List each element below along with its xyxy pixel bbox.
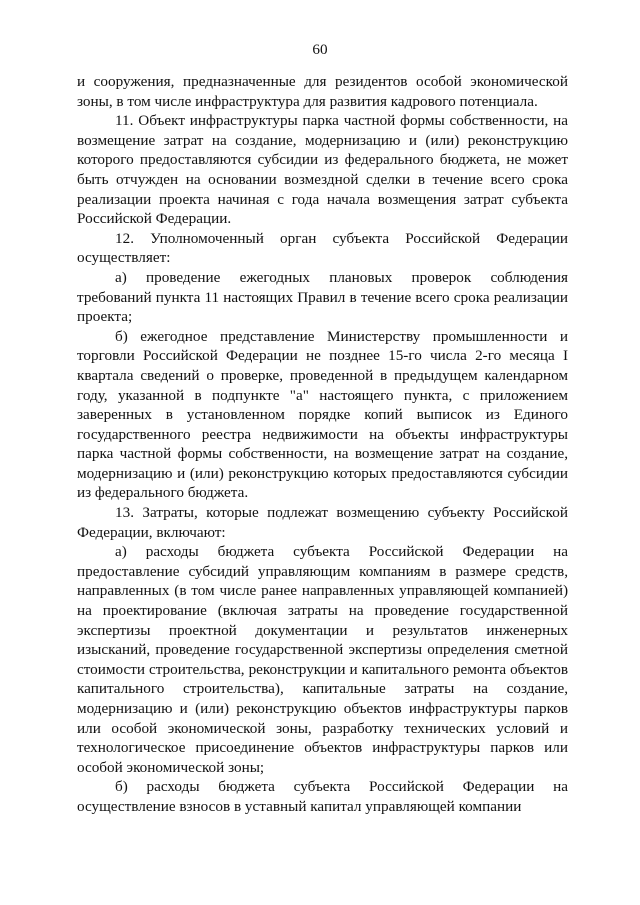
paragraph-item-11: 11. Объект инфраструктуры парка частной формы собственности, на возмещение затрат на создание, модернизацию и (или) реконструкцию которого предоставляются субсидии из федерального бюджета, не может быть отчужден на основании возмездной сделки в течение всего срока реализации проекта начиная с года начала возмещения затрат субъекта Российской Федерации.: [77, 112, 568, 228]
paragraph-item-12a: а) проведение ежегодных плановых проверок соблюдения требований пункта 11 настоящих Правил в течение всего срока реализации проекта;: [77, 268, 568, 326]
paragraph-continuation: и сооружения, предназначенные для резидентов особой экономической зоны, в том числе инфраструктура для развития кадрового потенциала.: [77, 73, 568, 110]
paragraph-item-13a: а) расходы бюджета субъекта Российской Федерации на предоставление субсидий управляющим компаниям в размере средств, направленных (в том числе ранее направленных управляющей компанией) на проектирование (включая затраты на проведение государственной экспертизы проектной документации и результатов инженерных изысканий, проведение государственной экспертизы определения сметной стоимости строительства, реконструкции и капитального ремонта объектов капитального строительства), капитальные затраты на создание, модернизацию и (или) реконструкцию объектов инфраструктуры парков или особой экономической зоны, разработку технических условий и технологическое присоединение объектов инфраструктуры парков или особой экономической зоны;: [77, 543, 568, 776]
page-number: 60: [312, 41, 328, 58]
document-body: [77, 72, 568, 817]
paragraph-item-12: 12. Уполномоченный орган субъекта Российской Федерации осуществляет:: [77, 229, 568, 267]
paragraph-item-13: 13. Затраты, которые подлежат возмещению субъекту Российской Федерации, включают:: [77, 504, 568, 541]
paragraph-item-12b: б) ежегодное представление Министерству промышленности и торговли Российской Федерации не позднее 15-го числа 2-го месяца I квартала сведений о проверке, проведенной в предыдущем календарном году, указанной в подпункте "а" настоящего пункта, с приложением заверенных в установленном порядке копий выписок из Единого государственного реестра недвижимости на объекты инфраструктуры парка частной формы собственности, на возмещение затрат на создание, модернизацию и (или) реконструкцию которых предоставляются субсидии из федерального бюджета.: [77, 327, 568, 502]
paragraph-item-13b: б) расходы бюджета субъекта Российской Федерации на осуществление взносов в уставный капитал управляющей компании: [77, 778, 568, 815]
